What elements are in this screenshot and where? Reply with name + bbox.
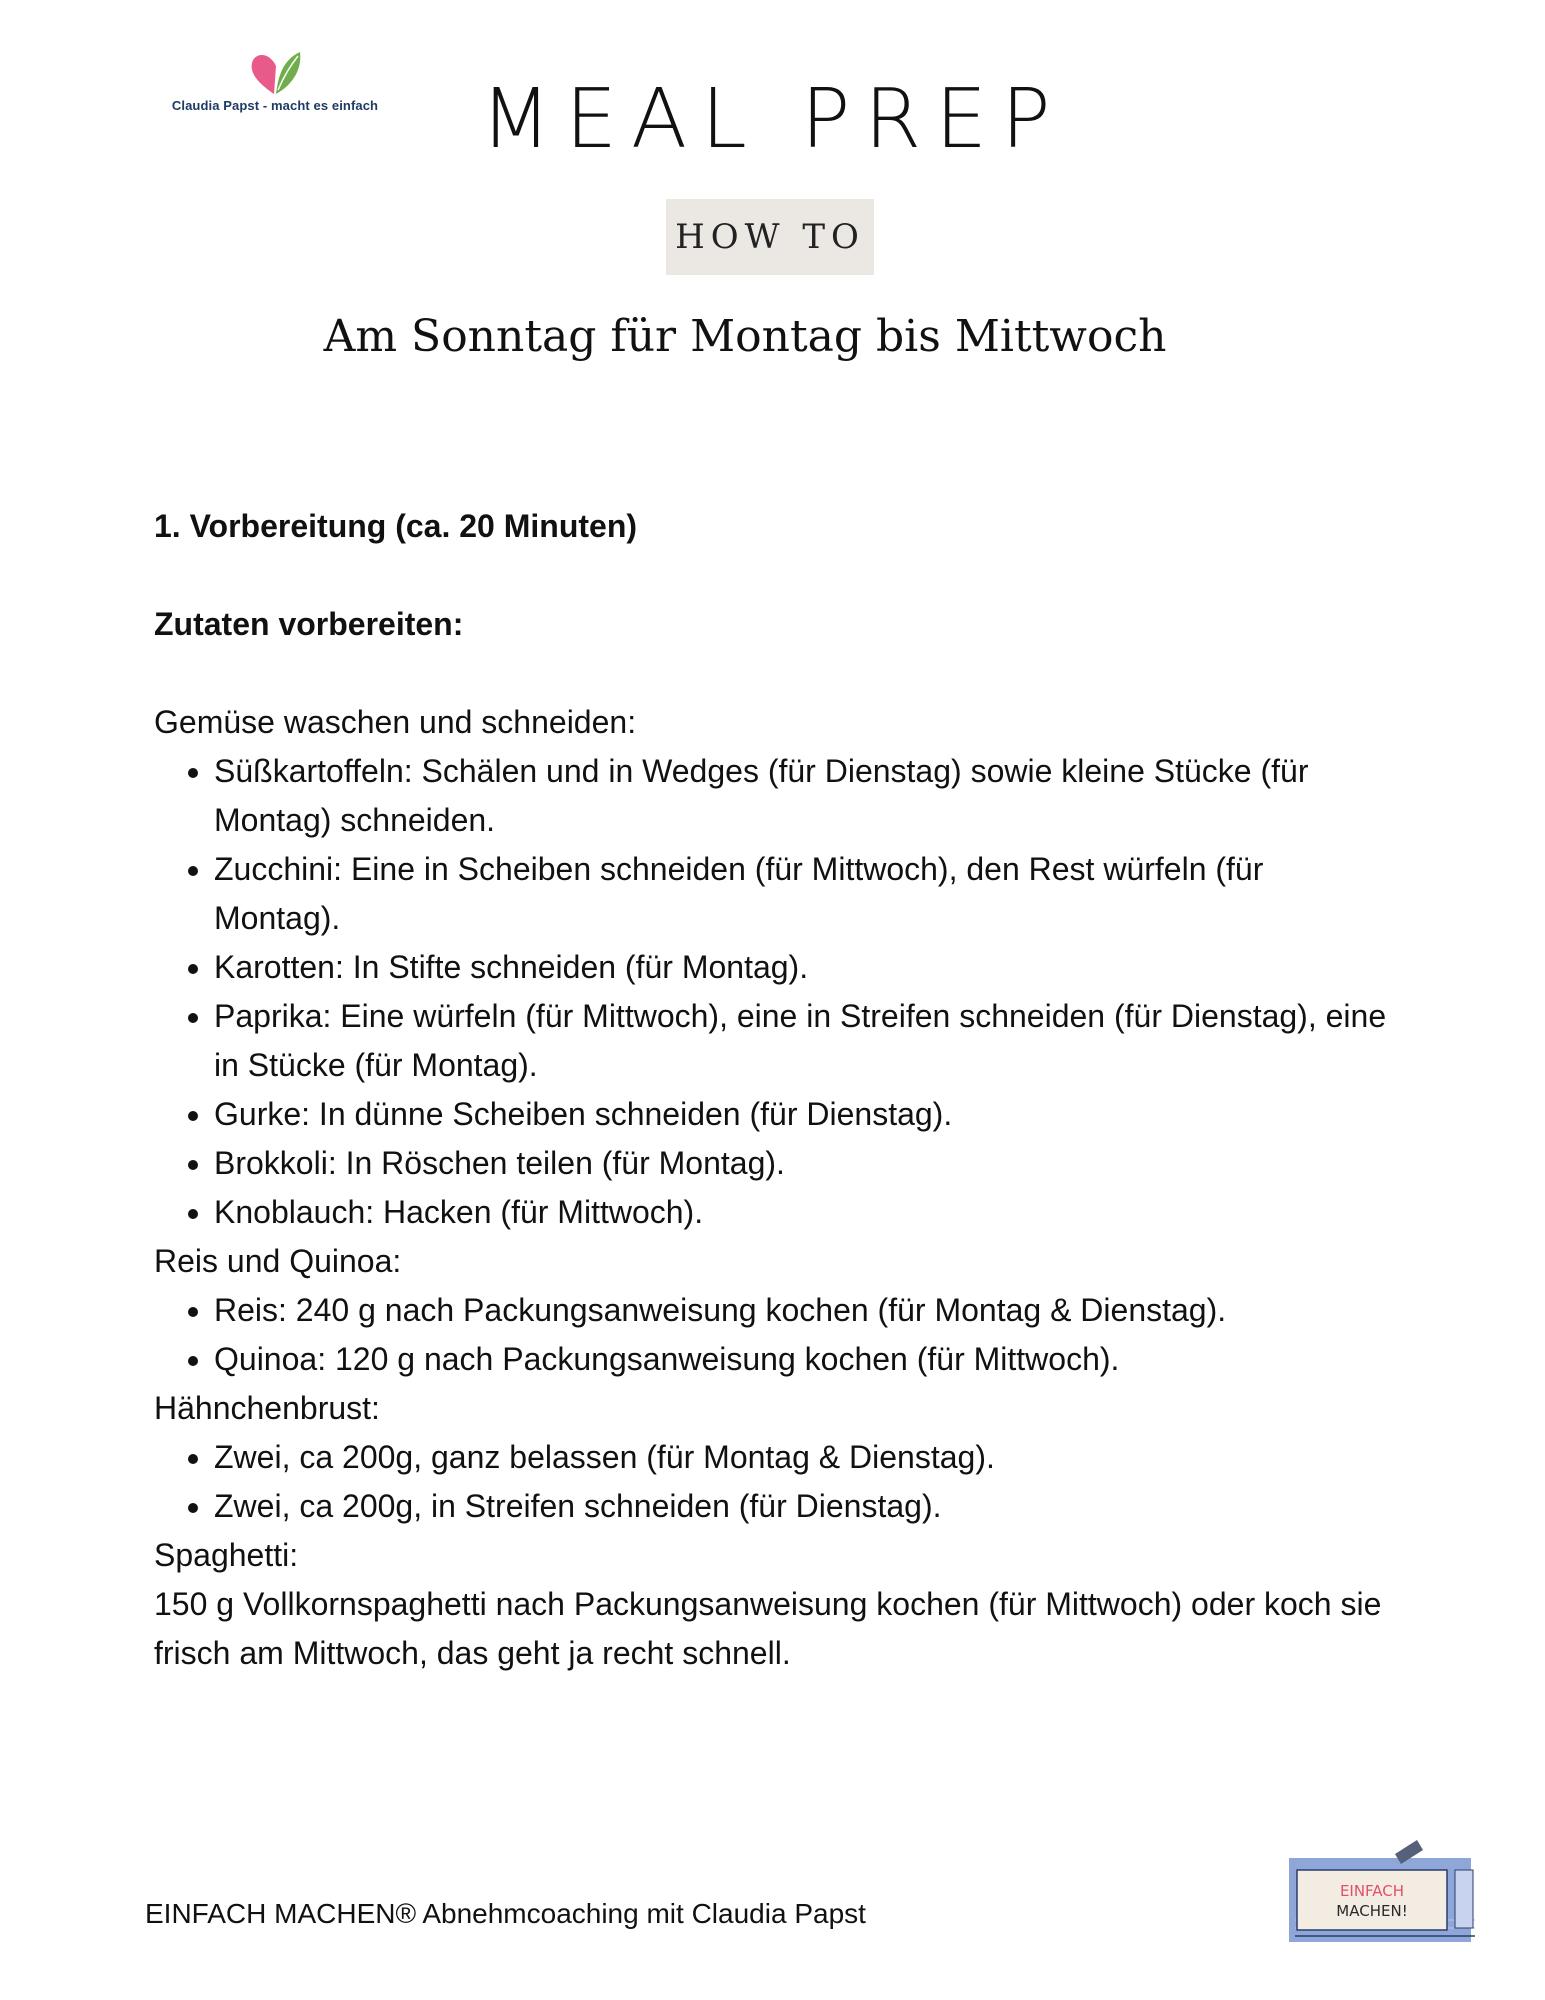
- group-label: Reis und Quinoa:: [154, 1243, 402, 1279]
- section-heading: 1. Vorbereitung (ca. 20 Minuten): [154, 508, 638, 544]
- bullet-list: [154, 1286, 1394, 1384]
- group-label: Spaghetti:: [154, 1537, 299, 1573]
- list-item: • Quinoa: 120 g nach Packungsanweisung kochen (für Mittwoch).: [214, 1335, 1394, 1384]
- paragraph: 150 g Vollkornspaghetti nach Packungsanweisung kochen (für Mittwoch) oder koch sie frisch am Mittwoch, das geht ja recht schnell.: [154, 1586, 1382, 1671]
- bullet-list: [154, 1433, 1394, 1531]
- list-item: • Brokkoli: In Röschen teilen (für Montag).: [214, 1139, 1394, 1188]
- sticker-line2: MACHEN!: [1336, 1902, 1408, 1920]
- section-subheading: Zutaten vorbereiten:: [154, 606, 464, 642]
- sticker-illustration: [1285, 1836, 1485, 1946]
- einfach-machen-sticker: [1285, 1836, 1485, 1946]
- logo-caption: Claudia Papst - macht es einfach: [171, 98, 379, 113]
- list-item: • Süßkartoffeln: Schälen und in Wedges (für Dienstag) sowie kleine Stücke (für Montag) schneiden.: [214, 747, 1394, 845]
- list-item: • Reis: 240 g nach Packungsanweisung kochen (für Montag & Dienstag).: [214, 1286, 1394, 1335]
- sticker-line1: EINFACH: [1339, 1882, 1405, 1900]
- how-to-badge: HOW TO: [666, 199, 874, 275]
- list-item: • Knoblauch: Hacken (für Mittwoch).: [214, 1188, 1394, 1237]
- list-item: • Gurke: In dünne Scheiben schneiden (für Dienstag).: [214, 1090, 1394, 1139]
- list-item: • Paprika: Eine würfeln (für Mittwoch), eine in Streifen schneiden (für Dienstag), eine in Stücke (für Montag).: [214, 992, 1394, 1090]
- page-subtitle: Am Sonntag für Montag bis Mittwoch: [323, 311, 1167, 362]
- instructions: [154, 502, 1394, 1678]
- list-item: • Zwei, ca 200g, in Streifen schneiden (für Dienstag).: [214, 1482, 1394, 1531]
- page-title: MEAL PREP: [480, 72, 1065, 167]
- bullet-list: [154, 747, 1394, 1237]
- group-label: Hähnchenbrust:: [154, 1390, 380, 1426]
- list-item: • Karotten: In Stifte schneiden (für Montag).: [214, 943, 1394, 992]
- group-label: Gemüse waschen und schneiden:: [154, 704, 637, 740]
- list-item: • Zucchini: Eine in Scheiben schneiden (für Mittwoch), den Rest würfeln (für Montag).: [214, 845, 1394, 943]
- list-item: • Zwei, ca 200g, ganz belassen (für Montag & Dienstag).: [214, 1433, 1394, 1482]
- footer-text: EINFACH MACHEN® Abnehmcoaching mit Claudia Papst: [145, 1898, 866, 1929]
